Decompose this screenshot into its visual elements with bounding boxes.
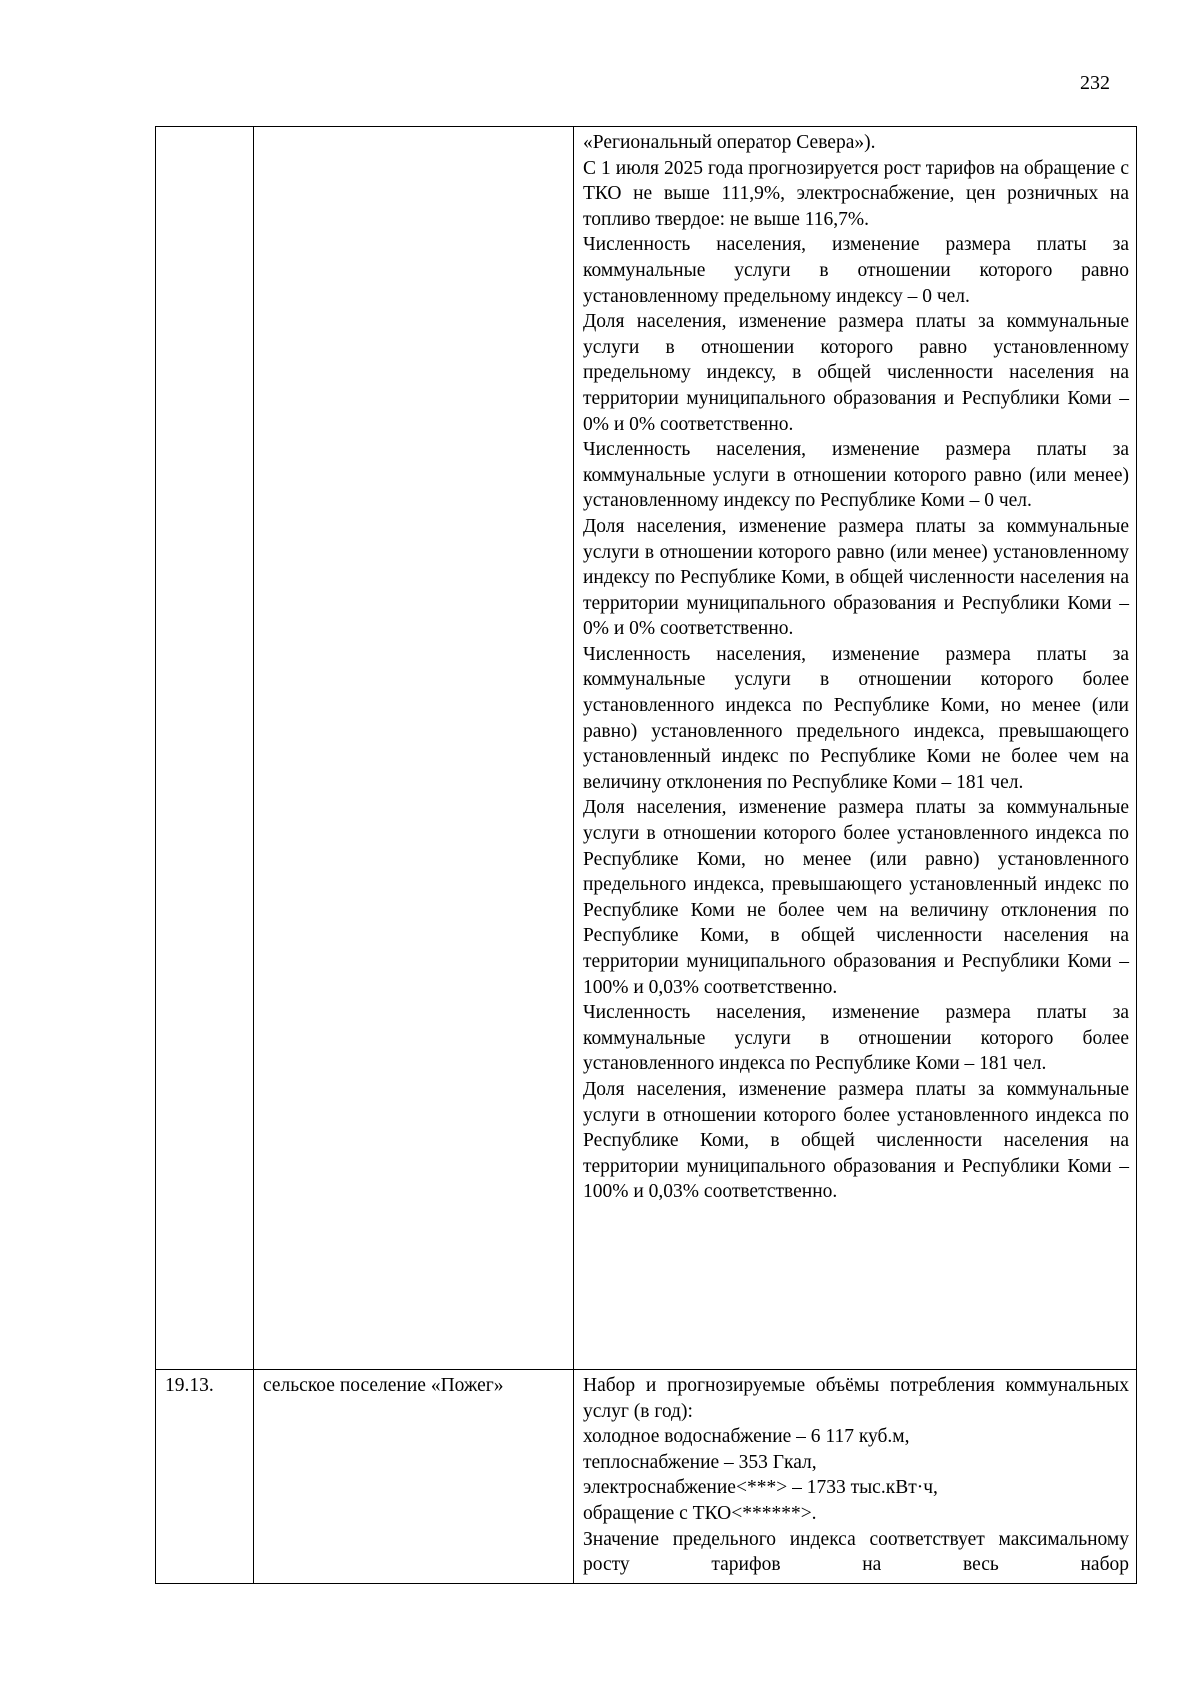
paragraph: электроснабжение<***> – 1733 тыс.кВт·ч,: [583, 1477, 938, 1499]
paragraph: холодное водоснабжение – 6 117 куб.м,: [583, 1426, 910, 1448]
description-cell: [574, 1370, 1137, 1584]
row-number-cell: [156, 127, 254, 1370]
municipality-name-cell: сельское поселение «Пожег»: [254, 1370, 574, 1584]
table-row: [156, 127, 1137, 1370]
page-number: 232: [1080, 72, 1110, 94]
table-row: [156, 1370, 1137, 1584]
paragraph: Значение предельного индекса соответствует максимальному росту тарифов на весь набор: [583, 1528, 1129, 1576]
paragraph: Численность населения, изменение размера платы за коммунальные услуги в отношении которого более установленного индекса по Республике Коми – 181 чел.: [583, 1002, 1129, 1075]
municipality-name-cell: [254, 127, 574, 1370]
paragraph: Доля населения, изменение размера платы за коммунальные услуги в отношении которого более установленного индекса по Республике Коми, в общей численности населения на территории муниципального образования и Республики Коми – 100% и 0,03% соответственно.: [583, 1078, 1129, 1203]
municipal-index-table: [155, 126, 1137, 1584]
paragraph: Доля населения, изменение размера платы за коммунальные услуги в отношении которого более установленного индекса по Республике Коми, но менее (или равно) установленного предельного индекса, превышающего установленный индекс по Республике Коми не более чем на величину отклонения по Республике Коми, в общей численности населения на территории муниципального образования и Республики Коми – 100% и 0,03% соответственно.: [583, 797, 1129, 998]
paragraph: Доля населения, изменение размера платы за коммунальные услуги в отношении которого равно (или менее) установленному индексу по Республике Коми, в общей численности населения на территории муниципального образования и Республики Коми – 0% и 0% соответственно.: [583, 515, 1129, 640]
row-number-cell: 19.13.: [156, 1370, 254, 1584]
paragraph: С 1 июля 2025 года прогнозируется рост тарифов на обращение с ТКО не выше 111,9%, электроснабжение, цен розничных на топливо твердое: не выше 116,7%.: [583, 157, 1129, 230]
paragraph: «Региональный оператор Севера»).: [583, 132, 876, 153]
paragraph: Численность населения, изменение размера платы за коммунальные услуги в отношении которого равно (или менее) установленному индексу по Республике Коми – 0 чел.: [583, 439, 1129, 512]
description-cell: [574, 127, 1137, 1370]
paragraph: Численность населения, изменение размера платы за коммунальные услуги в отношении которого более установленного индекса по Республике Коми, но менее (или равно) установленного предельного индекса, превышающего установленный индекс по Республике Коми не более чем на величину отклонения по Республике Коми – 181 чел.: [583, 643, 1129, 793]
paragraph: Доля населения, изменение размера платы за коммунальные услуги в отношении которого равно установленному предельному индексу, в общей численности населения на территории муниципального образования и Республики Коми – 0% и 0% соответственно.: [583, 311, 1129, 435]
paragraph: обращение с ТКО<******>.: [583, 1502, 817, 1524]
paragraph: Численность населения, изменение размера платы за коммунальные услуги в отношении которого равно установленному предельному индексу – 0 чел.: [583, 234, 1129, 307]
paragraph: теплоснабжение – 353 Гкал,: [583, 1451, 817, 1473]
paragraph: Набор и прогнозируемые объёмы потребления коммунальных услуг (в год):: [583, 1375, 1129, 1422]
